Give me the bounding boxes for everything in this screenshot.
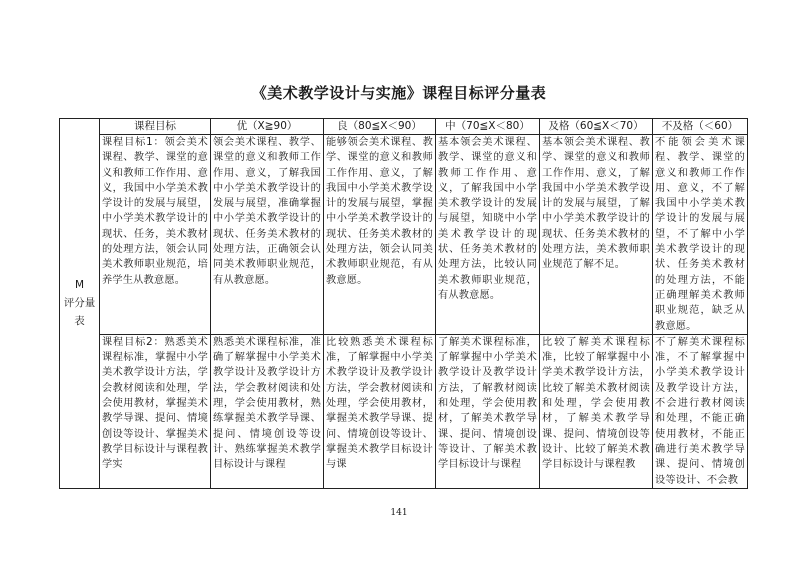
criteria-cell: 基本领会美术课程、教学、课堂的意义和教师工作作用、意义，了解我国中小学美术教学设计的发展与展望，了解中小学美术教学设计的现状、任务美术教材的处理方法，美术教师职业规范了解不足。 — [540, 135, 653, 335]
column-header: 良（80≦X＜90） — [324, 119, 436, 135]
objective-cell: 课程目标2：熟悉美术课程标准，掌握中小学美术教学设计方法，学会教材阅读和处理，学会使用教材，掌握美术教学导课、提问、情境创设等设计、掌握美术教学目标设计与课程教学实 — [100, 334, 211, 488]
column-header: 课程目标 — [100, 119, 211, 135]
criteria-cell: 熟悉美术课程标准，准确了解掌握中小学美术教学设计及教学设计方法，学会教材阅读和处理，学会使用教材，熟练掌握美术教学导课、提问、情境创设等设计、熟练掌握美术教学目标设计与课程 — [211, 334, 324, 488]
side-label-letter: M — [74, 279, 85, 292]
table-row — [60, 334, 748, 488]
column-header: 及格（60≦X＜70） — [540, 119, 653, 135]
column-header: 不及格（＜60） — [653, 119, 748, 135]
side-label-text: 评分量表 — [63, 297, 96, 328]
criteria-cell: 不能领会美术课程、教学、课堂的意义和教师工作作用、意义，不了解我国中小学美术教学设计的发展与展望，不了解中小学美术教学设计的现状、任务美术教材的处理方法，不能正确理解美术教师职业规范，缺乏从教意愿。 — [653, 135, 748, 335]
criteria-cell: 不了解美术课程标准，不了解掌握中小学美术教学设计及教学设计方法，不会进行教材阅读和处理，不能正确使用教材，不能正确进行美术教学导课、提问、情境创设等设计、不会教 — [653, 334, 748, 488]
criteria-cell: 了解美术课程标准，了解掌握中小学美术教学设计及教学设计方法，了解教材阅读和处理，学会使用教材，了解美术教学导课、提问、情境创设等设计、了解美术教学目标设计与课程 — [436, 334, 540, 488]
column-header: 中（70≦X＜80） — [436, 119, 540, 135]
criteria-cell: 比较了解美术课程标准，比较了解掌握中小学美术教学设计方法，比较了解美术教材阅读和处理，学会使用教材，了解美术教学导课、提问、情境创设等设计、比较了解美术教学目标设计与课程教 — [540, 334, 653, 488]
side-label-cell — [60, 119, 100, 489]
header-row — [60, 119, 748, 135]
criteria-cell: 比较熟悉美术课程标准，了解掌握中小学美术教学设计及教学设计方法，学会教材阅读和处理，学会使用教材，掌握美术教学导课、提问、情境创设等设计、掌握美术教学目标设计与课 — [324, 334, 436, 488]
criteria-cell: 能够领会美术课程、教学、课堂的意义和教师工作作用、意义，了解我国中小学美术教学设计的发展与展望，掌握中小学美术教学设计的现状、任务美术教材的处理方法，领会认同美术教师职业规范，有从教意愿。 — [324, 135, 436, 335]
criteria-cell: 基本领会美术课程、教学、课堂的意义和教师工作作用、意义，了解我国中小学美术教学设计的发展与展望，知晓中小学美术教学设计的现状、任务美术教材的处理方法，比较认同美术教师职业规范，有从教意愿。 — [436, 135, 540, 335]
rubric-table — [59, 118, 748, 489]
criteria-cell: 领会美术课程、教学、课堂的意义和教师工作作用、意义，了解我国中小学美术教学设计的发展与展望，准确掌握中小学美术教学设计的现状、任务美术教材的处理方法，正确领会认同美术教师职业规范，有从教意愿。 — [211, 135, 324, 335]
objective-cell: 课程目标1：领会美术课程、教学、课堂的意义和教师工作作用、意义，我国中小学美术教学设计的发展与展望，中小学美术教学设计的现状、任务，美术教材的处理方法，领会认同美术教师职业规范，培养学生从教意愿。 — [100, 135, 211, 335]
column-header: 优（X≧90） — [211, 119, 324, 135]
page-number: 141 — [390, 508, 408, 518]
table-row — [60, 135, 748, 335]
page-title: 《美术教学设计与实施》课程目标评分量表 — [251, 84, 547, 102]
